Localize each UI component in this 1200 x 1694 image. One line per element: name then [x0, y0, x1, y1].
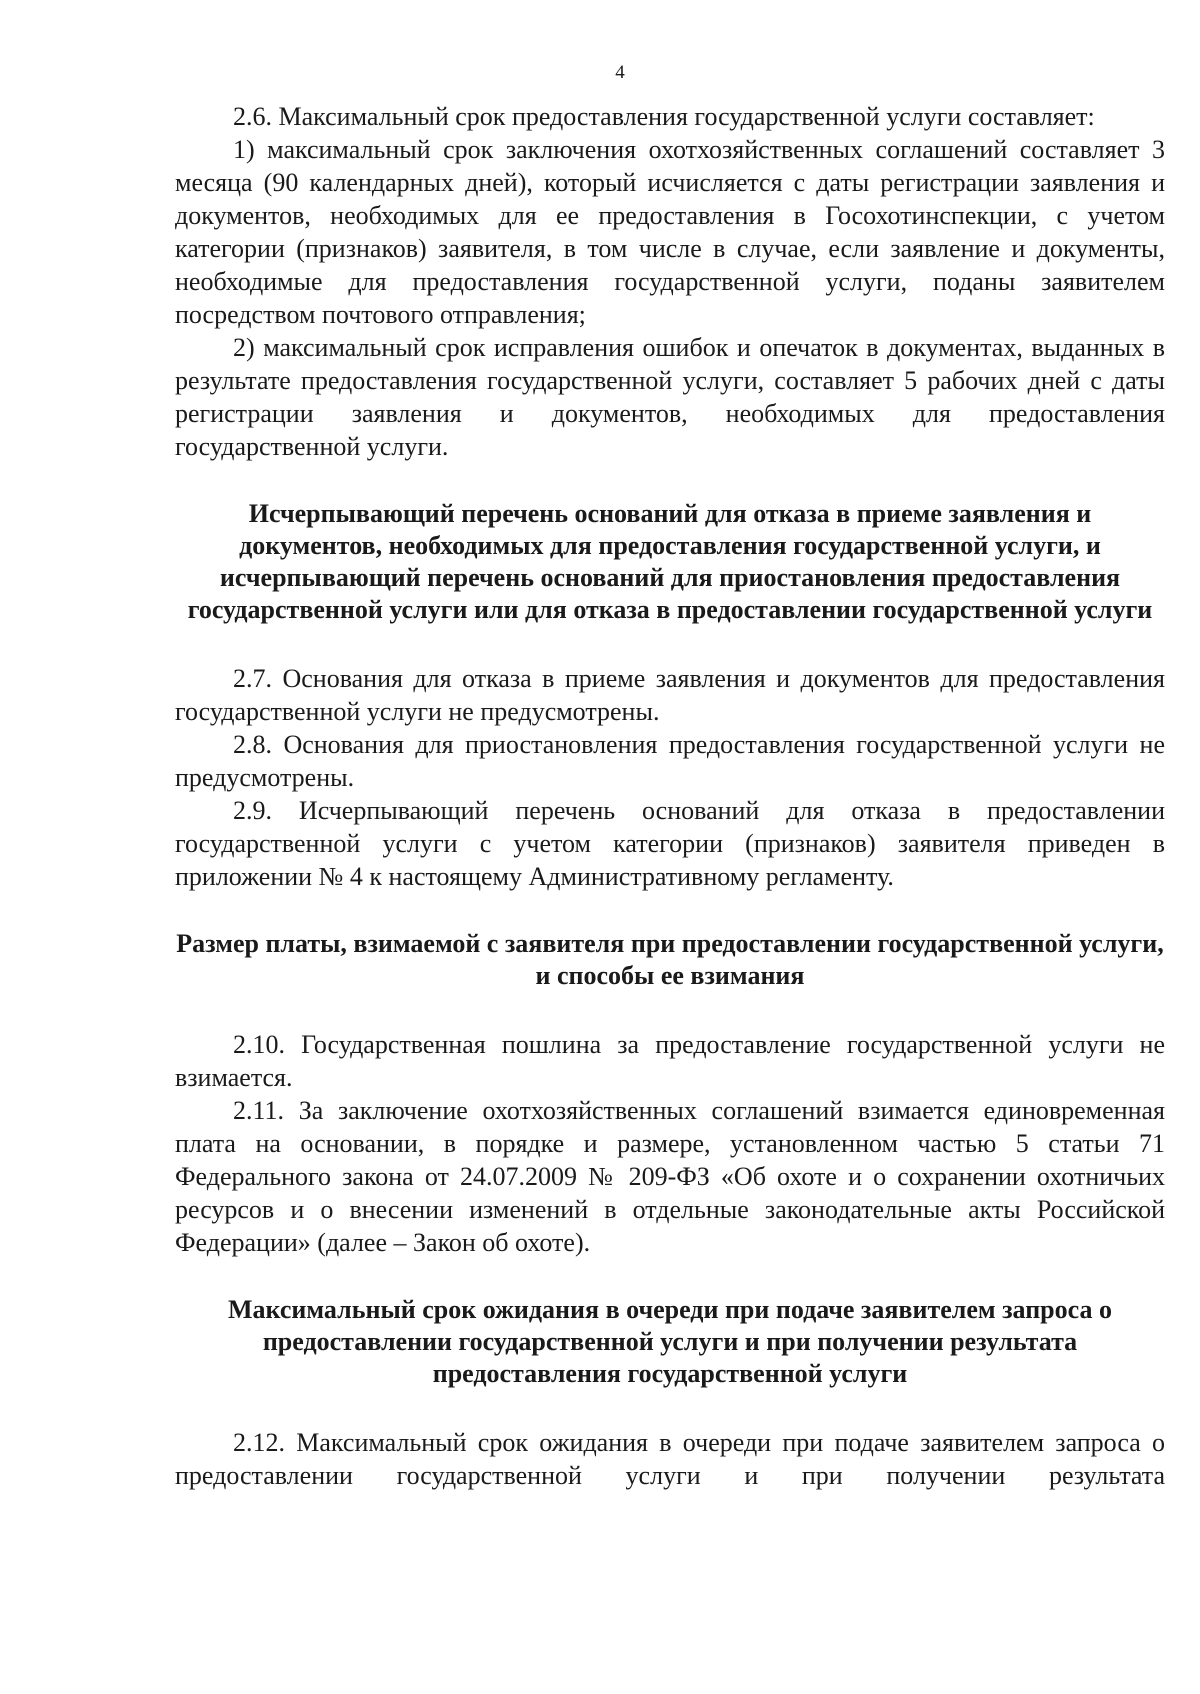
section-heading-fee: Размер платы, взимаемой с заявителя при предоставлении государственной услуги, и способы ее взимания [176, 929, 1164, 990]
paragraph-2-9: 2.9. Исчерпывающий перечень оснований для отказа в предоставлении государственной услуги с учетом категории (признаков) заявителя приведен в приложении № 4 к настоящему Административному регламенту. [175, 796, 1165, 891]
paragraph-2-12: 2.12. Максимальный срок ожидания в очереди при подаче заявителем запроса о предоставлении государственной услуги и при получении результата [175, 1428, 1165, 1490]
page-number: 4 [615, 62, 625, 83]
paragraph-2-6-item-2: 2) максимальный срок исправления ошибок и опечаток в документах, выданных в результате предоставления государственной услуги, составляет 5 рабочих дней с даты регистрации заявления и документов, необходимых для предоставления государственной услуги. [175, 333, 1165, 461]
document-body [175, 100, 1165, 1492]
section-heading-refusal-grounds: Исчерпывающий перечень оснований для отказа в приеме заявления и документов, необходимых для предоставления государственной услуги, и исчерпывающий перечень оснований для приостановления предоставления государственной услуги или для отказа в предоставлении государственной услуги [187, 499, 1153, 624]
paragraph-2-8: 2.8. Основания для приостановления предоставления государственной услуги не предусмотрены. [175, 730, 1165, 792]
paragraph-2-7: 2.7. Основания для отказа в приеме заявления и документов для предоставления государственной услуги не предусмотрены. [175, 664, 1165, 726]
paragraph-2-6: 2.6. Максимальный срок предоставления государственной услуги составляет: [233, 102, 1095, 131]
paragraph-2-11: 2.11. За заключение охотхозяйственных соглашений взимается единовременная плата на основании, в порядке и размере, установленном частью 5 статьи 71 Федерального закона от 24.07.2009 № 209-ФЗ «Об охоте и о сохранении охотничьих ресурсов и о внесении изменений в отдельные законодательные акты Российской Федерации» (далее – Закон об охоте). [175, 1096, 1165, 1257]
paragraph-2-10: 2.10. Государственная пошлина за предоставление государственной услуги не взимается. [175, 1030, 1165, 1092]
section-heading-queue-time: Максимальный срок ожидания в очереди при подаче заявителем запроса о предоставлении государственной услуги и при получении результата предоставления государственной услуги [227, 1295, 1112, 1388]
paragraph-2-6-item-1: 1) максимальный срок заключения охотхозяйственных соглашений составляет 3 месяца (90 календарных дней), который исчисляется с даты регистрации заявления и документов, необходимых для ее предоставления в Госохотинспекции, с учетом категории (признаков) заявителя, в том числе в случае, если заявление и документы, необходимые для предоставления государственной услуги, поданы заявителем посредством почтового отправления; [175, 135, 1165, 329]
